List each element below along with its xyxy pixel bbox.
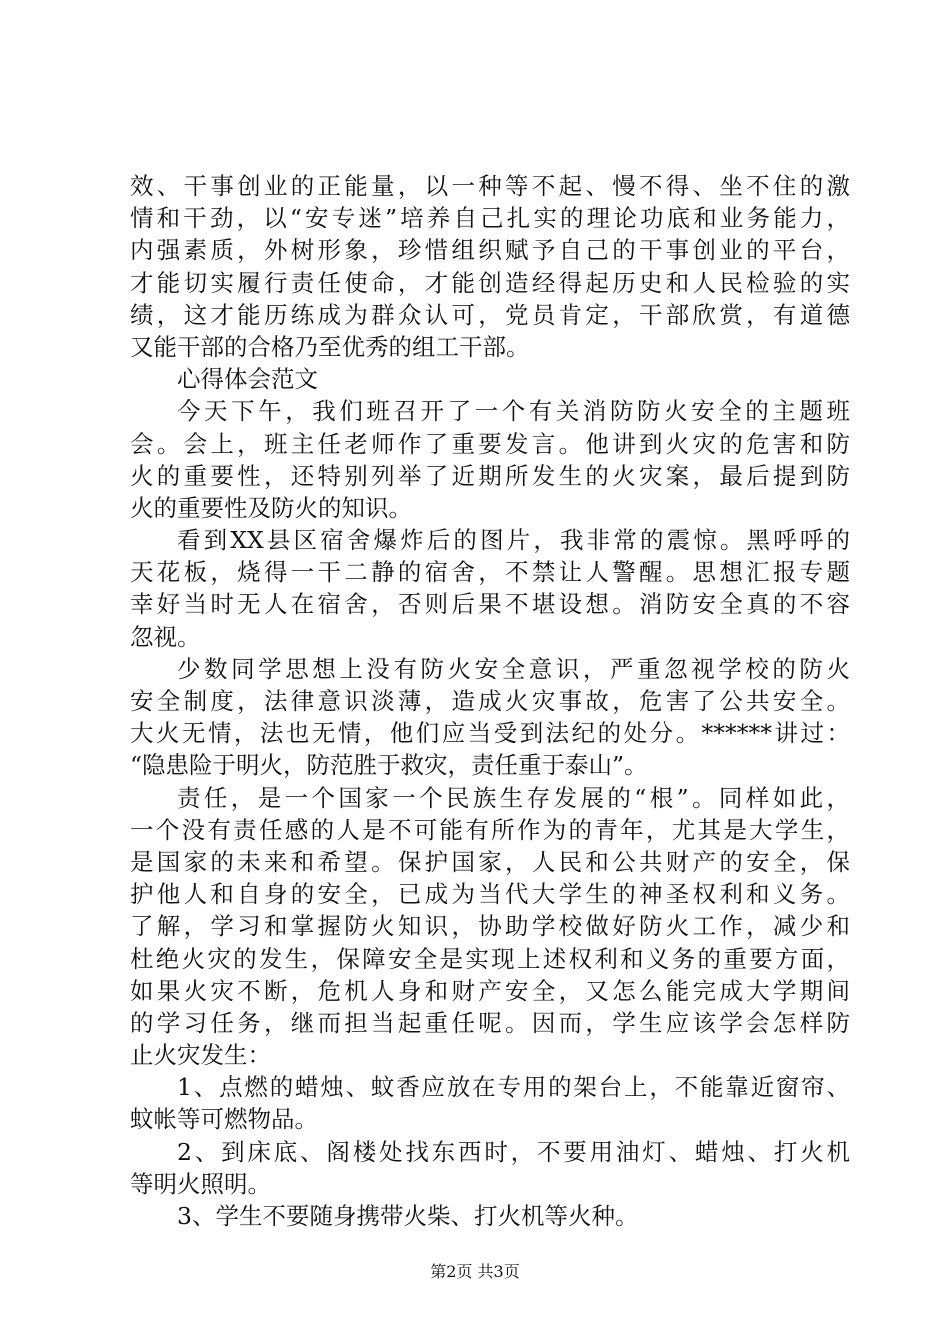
document-body — [130, 170, 850, 1232]
text-line: 忽视。 — [130, 622, 201, 651]
text-line: 护他人和自身的安全，已成为当代大学生的神圣权利和义务。 — [130, 880, 850, 909]
text-line: 了解，学习和掌握防火知识，协助学校做好防火工作，减少和 — [130, 912, 850, 941]
text-line: 少数同学思想上没有防火安全意识，严重忽视学校的防火 — [177, 654, 850, 683]
text-line: 火的重要性，还特别列举了近期所发生的火灾案，最后提到防 — [130, 461, 850, 490]
text-line: 是国家的未来和希望。保护国家，人民和公共财产的安全，保 — [130, 847, 850, 876]
text-line: 蚊帐等可燃物品。 — [130, 1105, 318, 1134]
text-line: 等明火照明。 — [130, 1169, 271, 1198]
text-line: 一个没有责任感的人是不可能有所作为的青年，尤其是大学生， — [130, 815, 850, 844]
text-line: 3、学生不要随身携带火柴、打火机等火种。 — [177, 1202, 639, 1230]
text-line: 火的重要性及防火的知识。 — [130, 493, 412, 522]
text-line: 情和干劲，以“安专迷”培养自己扎实的理论功底和业务能力， — [130, 204, 850, 233]
text-line: 责任，是一个国家一个民族生存发展的“根”。同样如此， — [177, 783, 850, 812]
text-line: “隐患险于明火，防范胜于救灾，责任重于泰山”。 — [130, 751, 648, 780]
text-line: 的学习任务，继而担当起重任呢。因而，学生应该学会怎样防 — [130, 1008, 850, 1037]
text-line: 心得体会范文 — [177, 365, 318, 394]
text-line: 效、干事创业的正能量，以一种等不起、慢不得、坐不住的激 — [130, 172, 850, 200]
text-line: 看到XX县区宿舍爆炸后的图片，我非常的震惊。黑呼呼的 — [177, 526, 850, 555]
text-line: 如果火灾不断，危机人身和财产安全，又怎么能完成大学期间 — [130, 976, 850, 1005]
text-line: 幸好当时无人在宿舍，否则后果不堪设想。消防安全真的不容 — [130, 590, 850, 619]
text-line: 天花板，烧得一干二静的宿舍，不禁让人警醒。思想汇报专题 — [130, 558, 850, 587]
text-line: 才能切实履行责任使命，才能创造经得起历史和人民检验的实 — [130, 268, 850, 297]
text-line: 2、到床底、阁楼处找东西时，不要用油灯、蜡烛、打火机 — [177, 1137, 850, 1166]
text-line: 止火灾发生： — [130, 1041, 271, 1070]
text-line: 绩，这才能历练成为群众认可，党员肯定，干部欣赏，有道德 — [130, 300, 850, 329]
text-line: 大火无情，法也无情，他们应当受到法纪的处分。******讲过： — [130, 719, 850, 748]
text-line: 会。会上，班主任老师作了重要发言。他讲到火灾的危害和防 — [130, 429, 850, 458]
text-line: 又能干部的合格乃至优秀的组工干部。 — [130, 332, 530, 361]
page-footer: 第2页 共3页 — [430, 1262, 520, 1281]
text-line: 安全制度，法律意识淡薄，造成火灾事故，危害了公共安全。 — [130, 687, 850, 715]
text-line: 今天下午，我们班召开了一个有关消防防火安全的主题班 — [177, 397, 850, 426]
text-line: 内强素质，外树形象，珍惜组织赋予自己的干事创业的平台， — [130, 236, 850, 265]
text-line: 杜绝火灾的发生，保障安全是实现上述权利和义务的重要方面， — [130, 944, 850, 973]
text-line: 1、点燃的蜡烛、蚊香应放在专用的架台上，不能靠近窗帘、 — [177, 1073, 850, 1102]
